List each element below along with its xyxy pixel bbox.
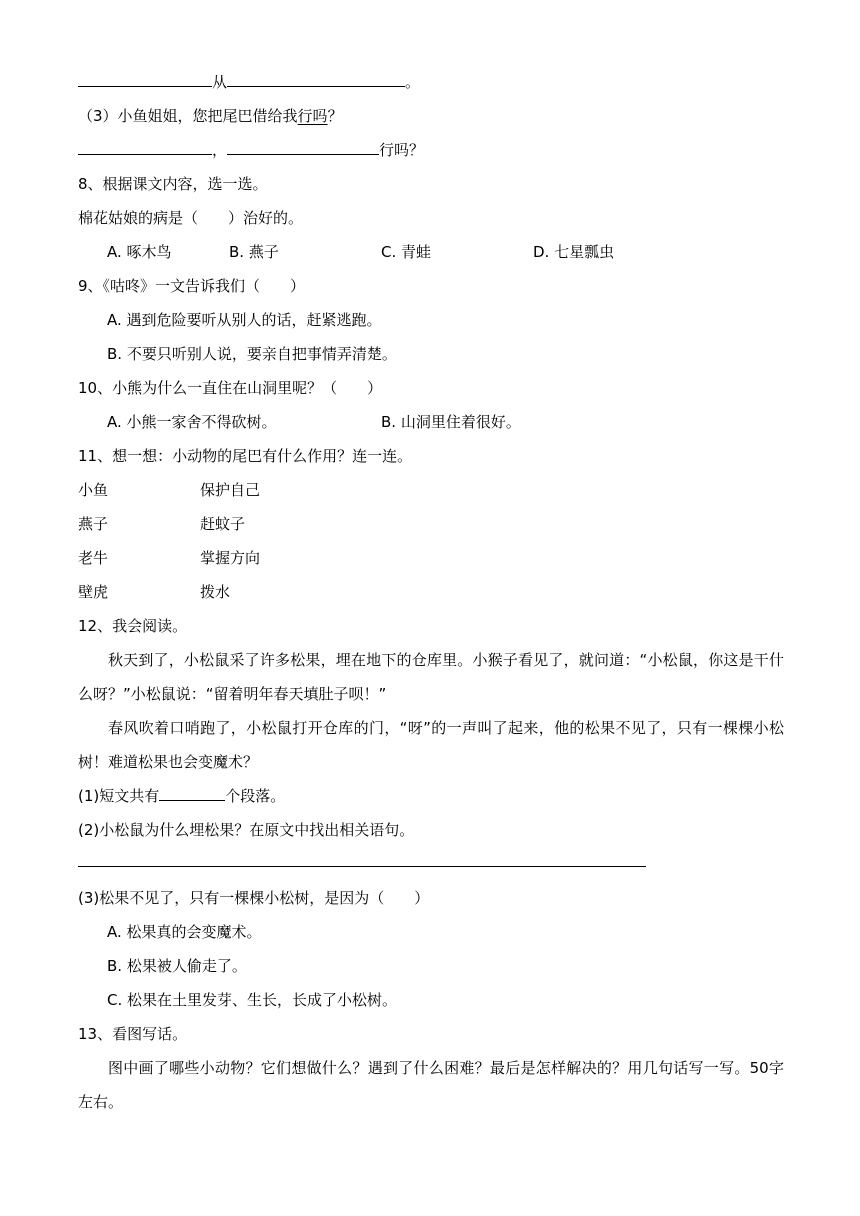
- q11-animal[interactable]: 燕子: [78, 515, 109, 533]
- q11-use[interactable]: 拨水: [200, 583, 231, 601]
- q8-title: 8、根据课文内容，选一选。: [78, 175, 268, 193]
- q7-3-prompt-text: （3）小鱼姐姐，您把尾巴借给我: [78, 107, 298, 125]
- q13-instructions: 图中画了哪些小动物？它们想做什么？遇到了什么困难？最后是怎样解决的？用几句话写一写。50字左右。: [78, 1059, 784, 1111]
- q10-options: [107, 412, 521, 432]
- q10-title: 10、小熊为什么一直住在山洞里呢？（ ）: [78, 379, 383, 397]
- q12-sub3-option-c[interactable]: C. 松果在土里发芽、生长，长成了小松树。: [107, 991, 398, 1009]
- q8-option-a[interactable]: A. 啄木鸟: [107, 243, 172, 261]
- q11-match-row: [78, 514, 108, 534]
- q12-sub1-suffix: 个段落。: [225, 787, 286, 805]
- q12-sub3-option-a[interactable]: A. 松果真的会变魔术。: [107, 923, 262, 941]
- answer-line[interactable]: [78, 866, 646, 867]
- q11-match-row: [78, 480, 108, 500]
- q13-title: 13、看图写话。: [78, 1025, 188, 1043]
- answer-blank[interactable]: [227, 72, 405, 87]
- q8-options: [107, 242, 614, 262]
- q12-passage-paragraph-2: 春风吹着口哨跑了，小松鼠打开仓库的门，“呀”的一声叫了起来，他的松果不见了，只有一棵棵小松树！难道松果也会变魔术？: [78, 719, 784, 771]
- q9-option-b[interactable]: B. 不要只听别人说，要亲自把事情弄清楚。: [107, 345, 397, 363]
- answer-blank[interactable]: [78, 140, 212, 155]
- blank-end-text: 行吗？: [379, 141, 425, 159]
- q11-use[interactable]: 赶蚊子: [200, 515, 246, 533]
- q12-passage-paragraph-1: 秋天到了，小松鼠采了许多松果，埋在地下的仓库里。小猴子看见了，就问道：“小松鼠，你这是干什么呀？”小松鼠说：“留着明年春天填肚子呗！”: [78, 651, 784, 703]
- q12-title: 12、我会阅读。: [78, 617, 188, 635]
- answer-blank[interactable]: [159, 786, 225, 801]
- q11-use[interactable]: 掌握方向: [200, 549, 261, 567]
- answer-blank[interactable]: [227, 140, 379, 155]
- q12-sub1: [78, 786, 285, 806]
- q11-use[interactable]: 保护自己: [200, 481, 261, 499]
- q9-title: 9、《咕咚》一文告诉我们（ ）: [78, 277, 306, 295]
- q10-option-b[interactable]: B. 山洞里住着很好。: [381, 413, 521, 431]
- answer-blank[interactable]: [78, 72, 212, 87]
- q7-blank-line-2: [78, 140, 424, 160]
- blank-end-text: 。: [405, 73, 421, 91]
- q12-sub3-option-b[interactable]: B. 松果被人偷走了。: [107, 957, 247, 975]
- q7-3-underlined-text: 行吗: [297, 107, 328, 125]
- q10-option-a[interactable]: A. 小熊一家舍不得砍树。: [107, 413, 277, 431]
- blank-connector-text: 从: [212, 73, 228, 91]
- q11-title: 11、想一想：小动物的尾巴有什么作用？连一连。: [78, 447, 413, 465]
- q12-sub1-prefix: (1)短文共有: [78, 787, 160, 805]
- q9-option-a[interactable]: A. 遇到危险要听从别人的话，赶紧逃跑。: [107, 311, 382, 329]
- blank-comma: ，: [212, 141, 228, 159]
- q7-3-end: ？: [327, 107, 343, 125]
- q8-option-d[interactable]: D. 七星瓢虫: [533, 243, 615, 261]
- q8-stem: 棉花姑娘的病是（ ）治好的。: [78, 209, 304, 227]
- q12-sub3: (3)松果不见了，只有一棵棵小松树，是因为（ ）: [78, 889, 430, 907]
- q12-sub2: (2)小松鼠为什么埋松果？在原文中找出相关语句。: [78, 821, 415, 839]
- q7-blank-line-1: [78, 72, 420, 92]
- q11-match-row: [78, 582, 108, 602]
- q11-animal[interactable]: 壁虎: [78, 583, 109, 601]
- q11-match-row: [78, 548, 108, 568]
- q11-animal[interactable]: 小鱼: [78, 481, 109, 499]
- q11-animal[interactable]: 老牛: [78, 549, 109, 567]
- q8-option-b[interactable]: B. 燕子: [229, 243, 279, 261]
- q7-3-prompt: [78, 106, 343, 126]
- q8-option-c[interactable]: C. 青蛙: [381, 243, 432, 261]
